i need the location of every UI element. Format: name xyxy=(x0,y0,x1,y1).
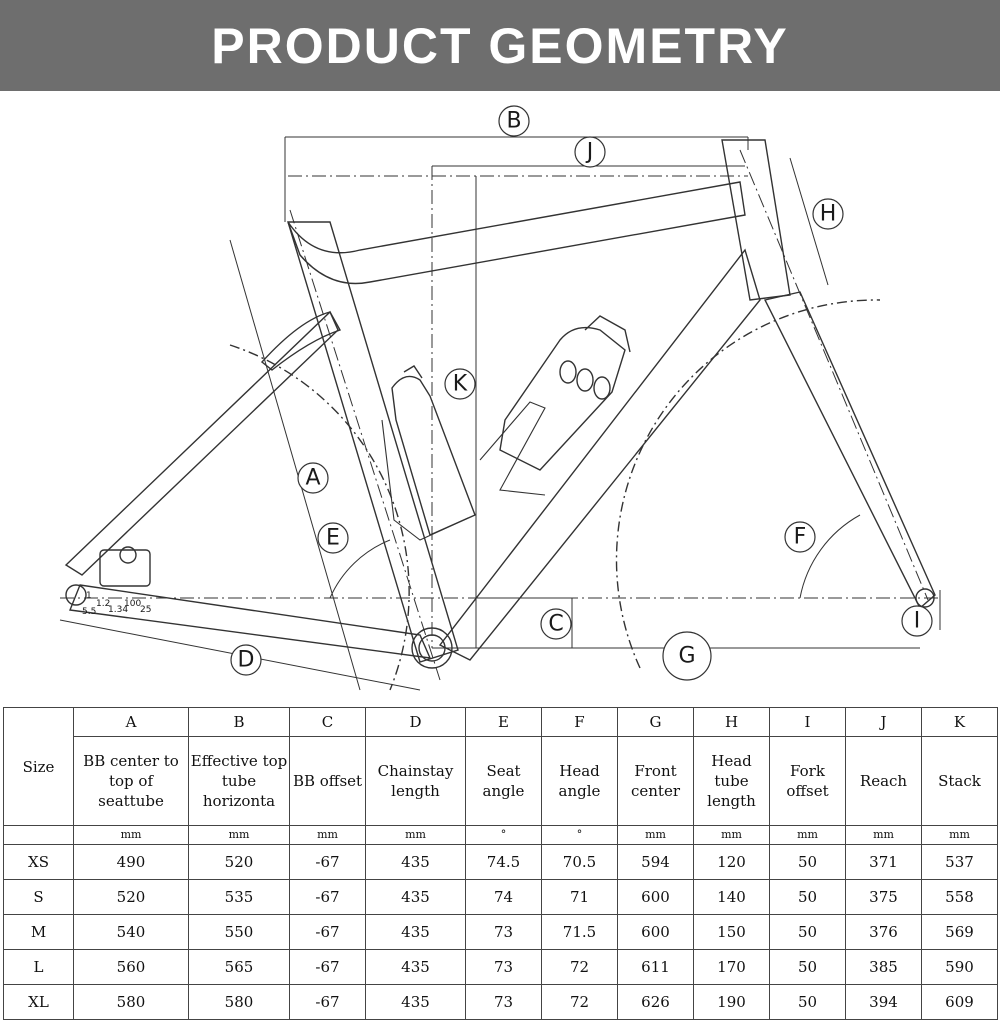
column-unit: mm xyxy=(694,826,770,845)
chainstay-tick: 1.2 xyxy=(96,599,111,609)
table-row xyxy=(4,985,998,1020)
top-tube xyxy=(288,182,745,283)
table-cell: 520 xyxy=(189,845,290,880)
bottle-seat xyxy=(392,376,475,535)
seat-stay-bridge xyxy=(262,312,340,370)
table-cell: 73 xyxy=(466,950,542,985)
dim-label-c: C xyxy=(548,611,564,637)
table-cell: 140 xyxy=(694,880,770,915)
column-letter: A xyxy=(74,708,189,737)
table-cell: -67 xyxy=(290,985,366,1020)
table-cell: 560 xyxy=(74,950,189,985)
column-letter: C xyxy=(290,708,366,737)
chainstay-tick: 5.5 xyxy=(82,607,97,617)
column-name: BB offset xyxy=(290,737,366,826)
table-cell: 565 xyxy=(189,950,290,985)
column-unit: mm xyxy=(770,826,846,845)
column-name: Head angle xyxy=(542,737,618,826)
table-cell: 50 xyxy=(770,985,846,1020)
table-cell: 626 xyxy=(618,985,694,1020)
table-cell: 600 xyxy=(618,915,694,950)
table-cell: 71.5 xyxy=(542,915,618,950)
size-cell: M xyxy=(4,915,74,950)
column-name: Stack xyxy=(922,737,998,826)
table-cell: 435 xyxy=(366,845,466,880)
geometry-table xyxy=(3,707,998,1020)
table-cell: 590 xyxy=(922,950,998,985)
table-cell: 190 xyxy=(694,985,770,1020)
column-unit: mm xyxy=(366,826,466,845)
table-cell: 73 xyxy=(466,915,542,950)
table-row xyxy=(4,950,998,985)
dim-label-d: D xyxy=(237,647,255,673)
column-letter: I xyxy=(770,708,846,737)
column-letter: D xyxy=(366,708,466,737)
column-name: Front center xyxy=(618,737,694,826)
table-cell: 394 xyxy=(846,985,922,1020)
table-cell: 490 xyxy=(74,845,189,880)
column-name: BB center to top of seattube xyxy=(74,737,189,826)
table-letter-row xyxy=(4,708,998,737)
size-cell: XL xyxy=(4,985,74,1020)
size-cell: S xyxy=(4,880,74,915)
chainstay-tick: 1 xyxy=(86,591,92,601)
table-cell: 50 xyxy=(770,845,846,880)
table-cell: 520 xyxy=(74,880,189,915)
dim-label-k: K xyxy=(452,371,468,397)
table-cell: 73 xyxy=(466,985,542,1020)
column-unit: mm xyxy=(189,826,290,845)
table-row xyxy=(4,915,998,950)
table-cell: 74.5 xyxy=(466,845,542,880)
table-cell: 385 xyxy=(846,950,922,985)
table-cell: 600 xyxy=(618,880,694,915)
table-cell: 50 xyxy=(770,880,846,915)
table-cell: 72 xyxy=(542,950,618,985)
table-row xyxy=(4,845,998,880)
table-cell: 74 xyxy=(466,880,542,915)
table-cell: 558 xyxy=(922,880,998,915)
column-unit: mm xyxy=(290,826,366,845)
size-cell: XS xyxy=(4,845,74,880)
dim-label-j: J xyxy=(586,139,594,165)
column-letter: G xyxy=(618,708,694,737)
column-unit: mm xyxy=(846,826,922,845)
table-cell: 120 xyxy=(694,845,770,880)
table-cell: 537 xyxy=(922,845,998,880)
table-cell: 50 xyxy=(770,915,846,950)
table-cell: 72 xyxy=(542,985,618,1020)
table-cell: 535 xyxy=(189,880,290,915)
table-cell: 569 xyxy=(922,915,998,950)
column-letter: K xyxy=(922,708,998,737)
dim-label-a: A xyxy=(305,465,321,491)
size-unit-cell xyxy=(4,826,74,845)
table-cell: 435 xyxy=(366,880,466,915)
table-cell: 435 xyxy=(366,950,466,985)
front-wheel-arc xyxy=(616,300,880,668)
dim-label-e: E xyxy=(326,525,340,551)
column-letter: F xyxy=(542,708,618,737)
column-letter: E xyxy=(466,708,542,737)
table-cell: 376 xyxy=(846,915,922,950)
column-name: Head tube length xyxy=(694,737,770,826)
chainstay-tick: 1.34 xyxy=(108,605,129,615)
column-name: Fork offset xyxy=(770,737,846,826)
head-tube xyxy=(722,140,790,300)
column-unit: mm xyxy=(618,826,694,845)
chainstay-tick: 25 xyxy=(140,605,152,615)
table-cell: 611 xyxy=(618,950,694,985)
table-cell: 150 xyxy=(694,915,770,950)
column-letter: H xyxy=(694,708,770,737)
dim-label-i: I xyxy=(913,608,921,634)
table-cell: -67 xyxy=(290,950,366,985)
table-cell: 371 xyxy=(846,845,922,880)
dim-label-g: G xyxy=(678,643,696,669)
table-name-row xyxy=(4,737,998,826)
column-unit: ° xyxy=(466,826,542,845)
table-cell: -67 xyxy=(290,845,366,880)
column-name: Effective top tube horizonta xyxy=(189,737,290,826)
table-cell: 170 xyxy=(694,950,770,985)
size-header: Size xyxy=(4,708,74,826)
table-cell: 435 xyxy=(366,985,466,1020)
column-name: Chainstay length xyxy=(366,737,466,826)
fork xyxy=(765,292,935,608)
column-unit: ° xyxy=(542,826,618,845)
table-cell: 50 xyxy=(770,950,846,985)
size-cell: L xyxy=(4,950,74,985)
page-title: PRODUCT GEOMETRY xyxy=(0,0,1000,91)
table-cell: 71 xyxy=(542,880,618,915)
column-letter: J xyxy=(846,708,922,737)
column-name: Seat angle xyxy=(466,737,542,826)
table-cell: 550 xyxy=(189,915,290,950)
chainstay-tick: 100 xyxy=(124,599,142,609)
dim-label-b: B xyxy=(506,108,522,134)
dim-label-f: F xyxy=(793,524,807,550)
column-letter: B xyxy=(189,708,290,737)
table-row xyxy=(4,880,998,915)
frame-geometry-drawing xyxy=(0,91,1000,706)
column-unit: mm xyxy=(922,826,998,845)
table-cell: -67 xyxy=(290,880,366,915)
dim-label-h: H xyxy=(819,201,837,227)
table-cell: -67 xyxy=(290,915,366,950)
table-cell: 70.5 xyxy=(542,845,618,880)
table-unit-row xyxy=(4,826,998,845)
table-cell: 609 xyxy=(922,985,998,1020)
table-cell: 580 xyxy=(189,985,290,1020)
table-cell: 435 xyxy=(366,915,466,950)
table-cell: 540 xyxy=(74,915,189,950)
table-cell: 594 xyxy=(618,845,694,880)
table-cell: 580 xyxy=(74,985,189,1020)
column-unit: mm xyxy=(74,826,189,845)
bottle-down xyxy=(500,328,625,470)
table-cell: 375 xyxy=(846,880,922,915)
column-name: Reach xyxy=(846,737,922,826)
